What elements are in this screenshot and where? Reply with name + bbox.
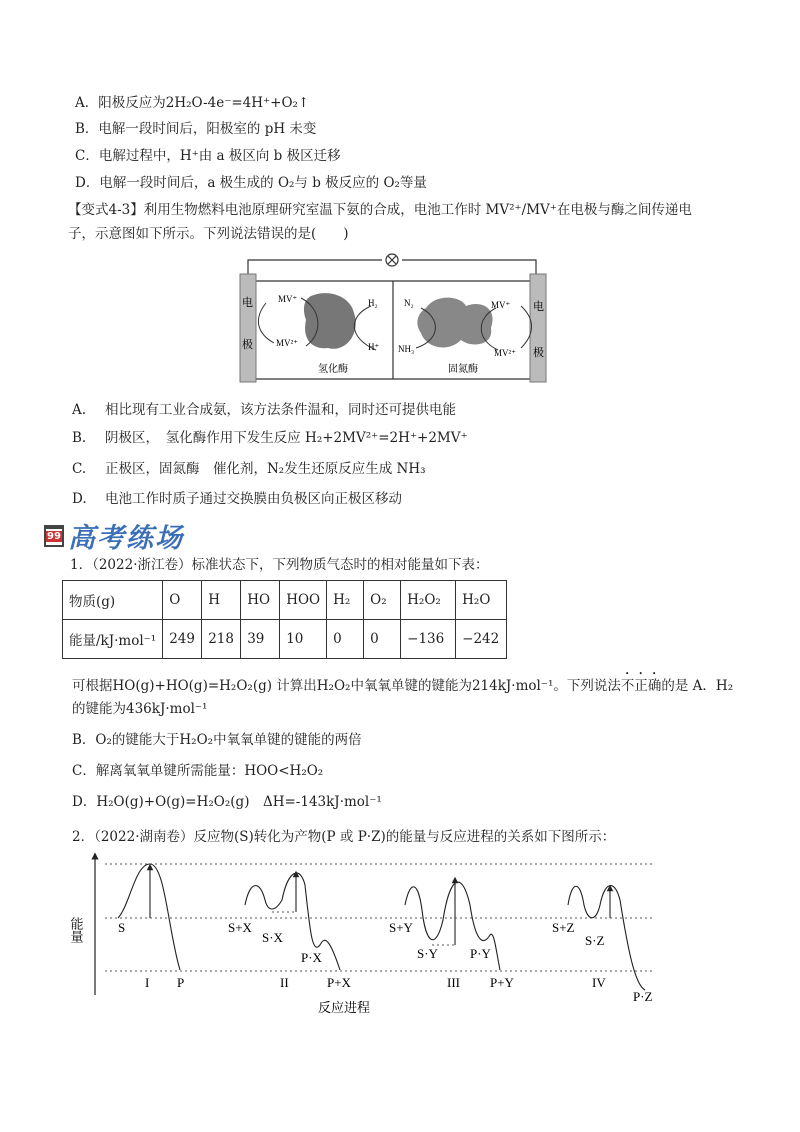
option-d: D．电解一段时间后，a 极生成的 O₂与 b 极反应的 O₂等量: [75, 175, 427, 191]
electrode-label: 极: [242, 339, 253, 351]
variant-stem-2: 子，示意图如下所示。下列说法错误的是( ): [68, 226, 349, 242]
right-electrode: [530, 274, 546, 382]
table-cell: 10: [280, 620, 327, 659]
table-cell: 218: [202, 620, 241, 659]
table-cell: H₂: [327, 581, 364, 620]
calendar-icon-number: 99: [47, 531, 61, 542]
table-cell: 39: [241, 620, 280, 659]
table-cell: H₂O: [456, 581, 507, 620]
variant-option-b-key: B.: [72, 430, 87, 446]
electrode-label: 极: [533, 347, 544, 359]
table-cell: 249: [163, 620, 202, 659]
label-s-z: S·Z: [585, 933, 605, 948]
table-cell: 物质(g): [63, 581, 163, 620]
label-s-plus-z: S+Z: [552, 920, 575, 935]
option-a: A．阳极反应为2H₂O-4e⁻=4H⁺+O₂↑: [75, 95, 310, 111]
path-label-iii: III: [447, 975, 460, 990]
label-s: S: [118, 920, 126, 935]
q1-text-part: 可根据HO(g)+HO(g)=H₂O₂(g) 计算出H₂O₂中氧氧单键的键能为214kJ·mol⁻¹。下列说法: [72, 678, 621, 694]
curve-ii: [245, 873, 340, 970]
label-p-plus-x: P+X: [327, 975, 351, 990]
label-p-z: P·Z: [633, 989, 653, 1004]
q2-stem: 2．（2022·湖南卷）反应物(S)转化为产物(P 或 P·Z)的能量与反应进程的关系如下图所示：: [72, 829, 616, 845]
label-mv-plus: MV⁺: [491, 300, 511, 310]
table-cell: O: [163, 581, 202, 620]
q1-stem: 1．（2022·浙江卷）标准状态下，下列物质气态时的相对能量如下表：: [70, 557, 489, 573]
label-hydrogenase: 氢化酶: [318, 364, 348, 375]
variant-option-d: 电池工作时质子通过交换膜由负极区向正极区移动: [105, 491, 402, 507]
table-cell: −242: [456, 620, 507, 659]
electrode-label: 电: [242, 297, 253, 309]
table-cell: HOO: [280, 581, 327, 620]
q1-option-a-end: 的键能为436kJ·mol⁻¹: [72, 701, 208, 717]
label-h-plus: H⁺: [368, 342, 380, 352]
path-label-ii: II: [280, 975, 289, 990]
option-b: B．电解一段时间后，阳极室的 pH 未变: [75, 121, 317, 137]
table-row: [63, 581, 507, 620]
y-axis-label: 能量: [68, 917, 84, 943]
label-p-y: P·Y: [470, 946, 491, 961]
q1-option-d: D．H₂O(g)+O(g)=H₂O₂(g) ΔH=-143kJ·mol⁻¹: [72, 794, 382, 810]
q1-emphasis: 不正确: [620, 678, 662, 694]
label-s-x: S·X: [262, 930, 283, 945]
variant-option-a-key: A.: [72, 402, 87, 418]
path-label-iv: IV: [592, 975, 606, 990]
left-electrode: [240, 274, 256, 382]
label-nh3: NH₃: [398, 344, 415, 354]
path-label-i: I: [145, 975, 150, 990]
label-s-plus-y: S+Y: [389, 920, 413, 935]
curve-iv: [568, 886, 645, 990]
label-mv-plus: MV⁺: [278, 294, 298, 304]
label-s-plus-x: S+X: [228, 920, 252, 935]
q1-option-b: B．O₂的键能大于H₂O₂中氧氧单键的键能的两倍: [72, 732, 362, 748]
table-cell: 0: [327, 620, 364, 659]
table-cell: −136: [401, 620, 456, 659]
table-cell: HO: [241, 581, 280, 620]
variant-stem-1: 【变式4-3】利用生物燃料电池原理研究室温下氨的合成，电池工作时 MV²⁺/MV⁺在电极与酶之间传递电: [68, 202, 692, 218]
curve-i: [118, 864, 180, 970]
label-mv-2plus: MV²⁺: [276, 338, 298, 348]
table-cell: O₂: [364, 581, 401, 620]
q1-text-line1: [72, 670, 733, 695]
label-s-y: S·Y: [417, 946, 438, 961]
nitrogenase-enzyme: [417, 298, 492, 348]
q1-option-a-start: 的是 A．H₂: [661, 678, 734, 694]
label-p-x: P·X: [301, 950, 322, 965]
energy-table: [62, 580, 507, 659]
label-p: P: [177, 975, 185, 990]
label-p-plus-y: P+Y: [490, 975, 514, 990]
label-mv-2plus: MV²⁺: [494, 348, 516, 358]
variant-option-d-key: D.: [72, 491, 87, 507]
variant-option-c-key: C.: [72, 461, 87, 477]
variant-option-b: 阴极区， 氢化酶作用下发生反应 H₂+2MV²⁺=2H⁺+2MV⁺: [105, 430, 468, 446]
section-header: [44, 516, 184, 555]
table-cell: 0: [364, 620, 401, 659]
electrode-label: 电: [533, 301, 544, 313]
x-axis-label: 反应进程: [318, 1000, 371, 1015]
table-cell: 能量/kJ·mol⁻¹: [63, 620, 163, 659]
calendar-icon: [44, 525, 64, 547]
section-title: 高考练场: [68, 523, 184, 554]
variant-option-a: 相比现有工业合成氨，该方法条件温和，同时还可提供电能: [105, 402, 456, 418]
variant-option-c: 正极区，固氮酶 催化剂，N₂发生还原反应生成 NH₃: [105, 461, 426, 477]
label-nitrogenase: 固氮酶: [448, 364, 478, 375]
fuel-cell-diagram: [236, 248, 556, 384]
label-n2: N₂: [404, 298, 414, 308]
table-cell: H₂O₂: [401, 581, 456, 620]
table-row: [63, 620, 507, 659]
q1-option-c: C．解离氧氧单键所需能量：HOO<H₂O₂: [72, 763, 324, 779]
label-h2: H₂: [368, 298, 378, 308]
table-cell: H: [202, 581, 241, 620]
energy-profile-diagram: [0, 845, 800, 1020]
option-c: C．电解过程中，H⁺由 a 极区向 b 极区迁移: [75, 148, 341, 164]
